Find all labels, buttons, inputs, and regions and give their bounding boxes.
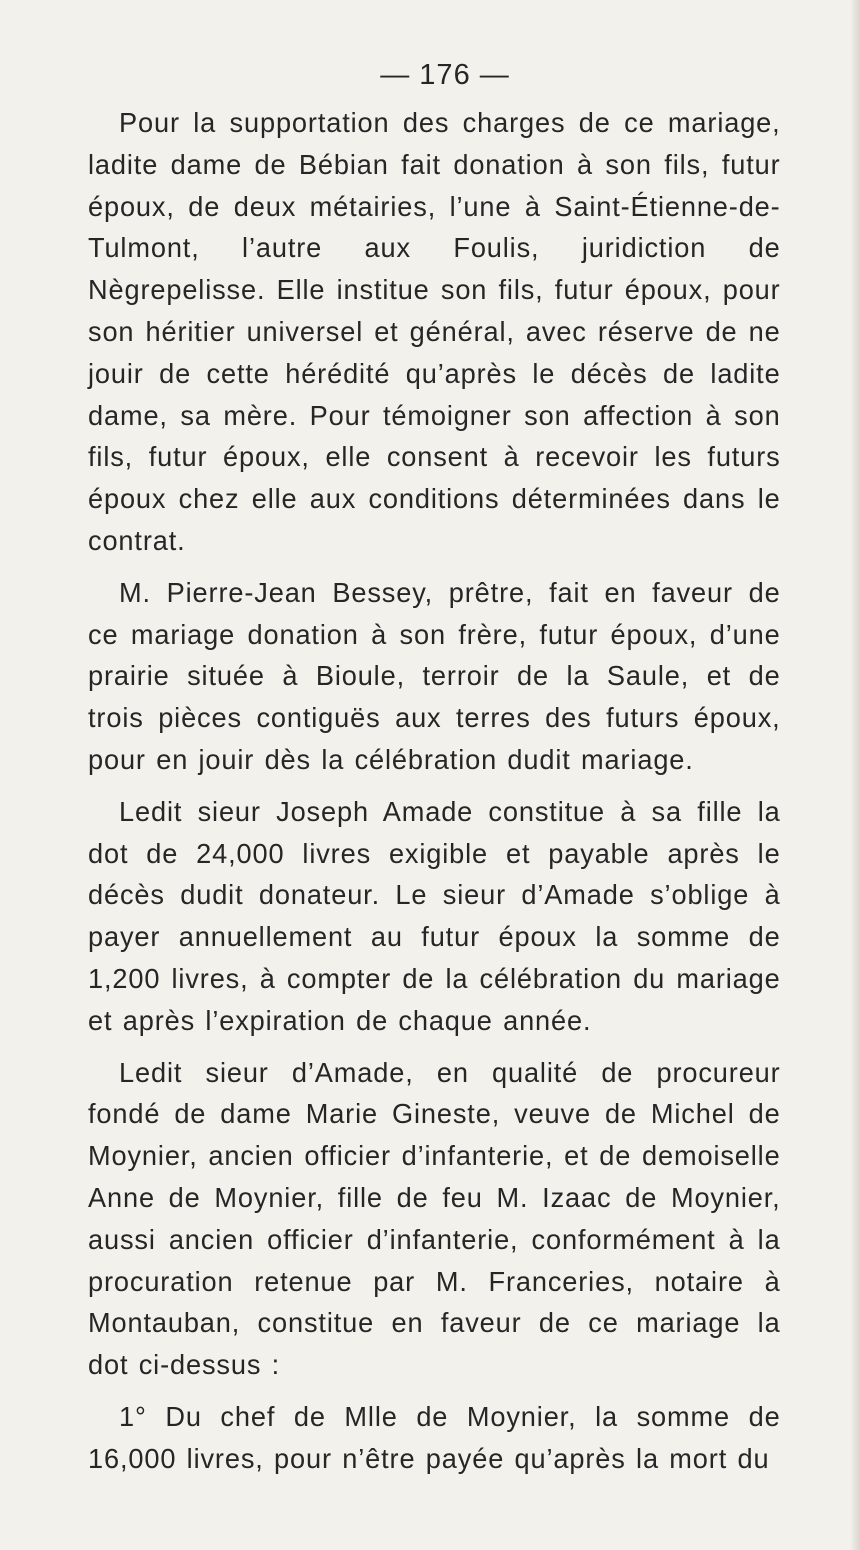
paragraph-4: Ledit sieur d’Amade, en qualité de procureur fondé de dame Marie Gineste, veuve de Michel de Moynier, ancien officier d’infanterie, et de demoiselle Anne de Moynier, fille de feu M. Izaac de Moynier, aussi ancien officier d’infanterie, conformément à la procuration retenue par M. Franceries, notaire à Montauban, constitue en faveur de ce mariage la dot ci-dessus : — [88, 1056, 781, 1381]
page-number: — 176 — — [380, 59, 510, 91]
paragraph-2: M. Pierre-Jean Bessey, prêtre, fait en faveur de ce mariage donation à son frère, futur époux, d’une prairie située à Bioule, terroir de la Saule, et de trois pièces contiguës aux terres des futurs époux, pour en jouir dès la célébration dudit mariage. — [88, 576, 781, 775]
paragraph-5: 1° Du chef de Mlle de Moynier, la somme de 16,000 livres, pour n’être payée qu’après la mort du — [88, 1400, 781, 1474]
page-edge-shadow — [850, 0, 860, 1550]
paragraph-1: Pour la supportation des charges de ce mariage, ladite dame de Bébian fait donation à son fils, futur époux, de deux métairies, l’une à Saint-Étienne-de-Tulmont, l’autre aux Foulis, juridiction de Nègrepelisse. Elle institue son fils, futur époux, pour son héritier universel et général, avec réserve de ne jouir de cette hérédité qu’après le décès de ladite dame, sa mère. Pour témoigner son affection à son fils, futur époux, elle consent à recevoir les futurs époux chez elle aux conditions déterminées dans le contrat. — [88, 107, 781, 556]
paragraph-3: Ledit sieur Joseph Amade constitue à sa fille la dot de 24,000 livres exigible et payable après le décès dudit donateur. Le sieur d’Amade s’oblige à payer annuellement au futur époux la somme de 1,200 livres, à compter de la célébration du mariage et après l’expiration de chaque année. — [88, 795, 781, 1036]
